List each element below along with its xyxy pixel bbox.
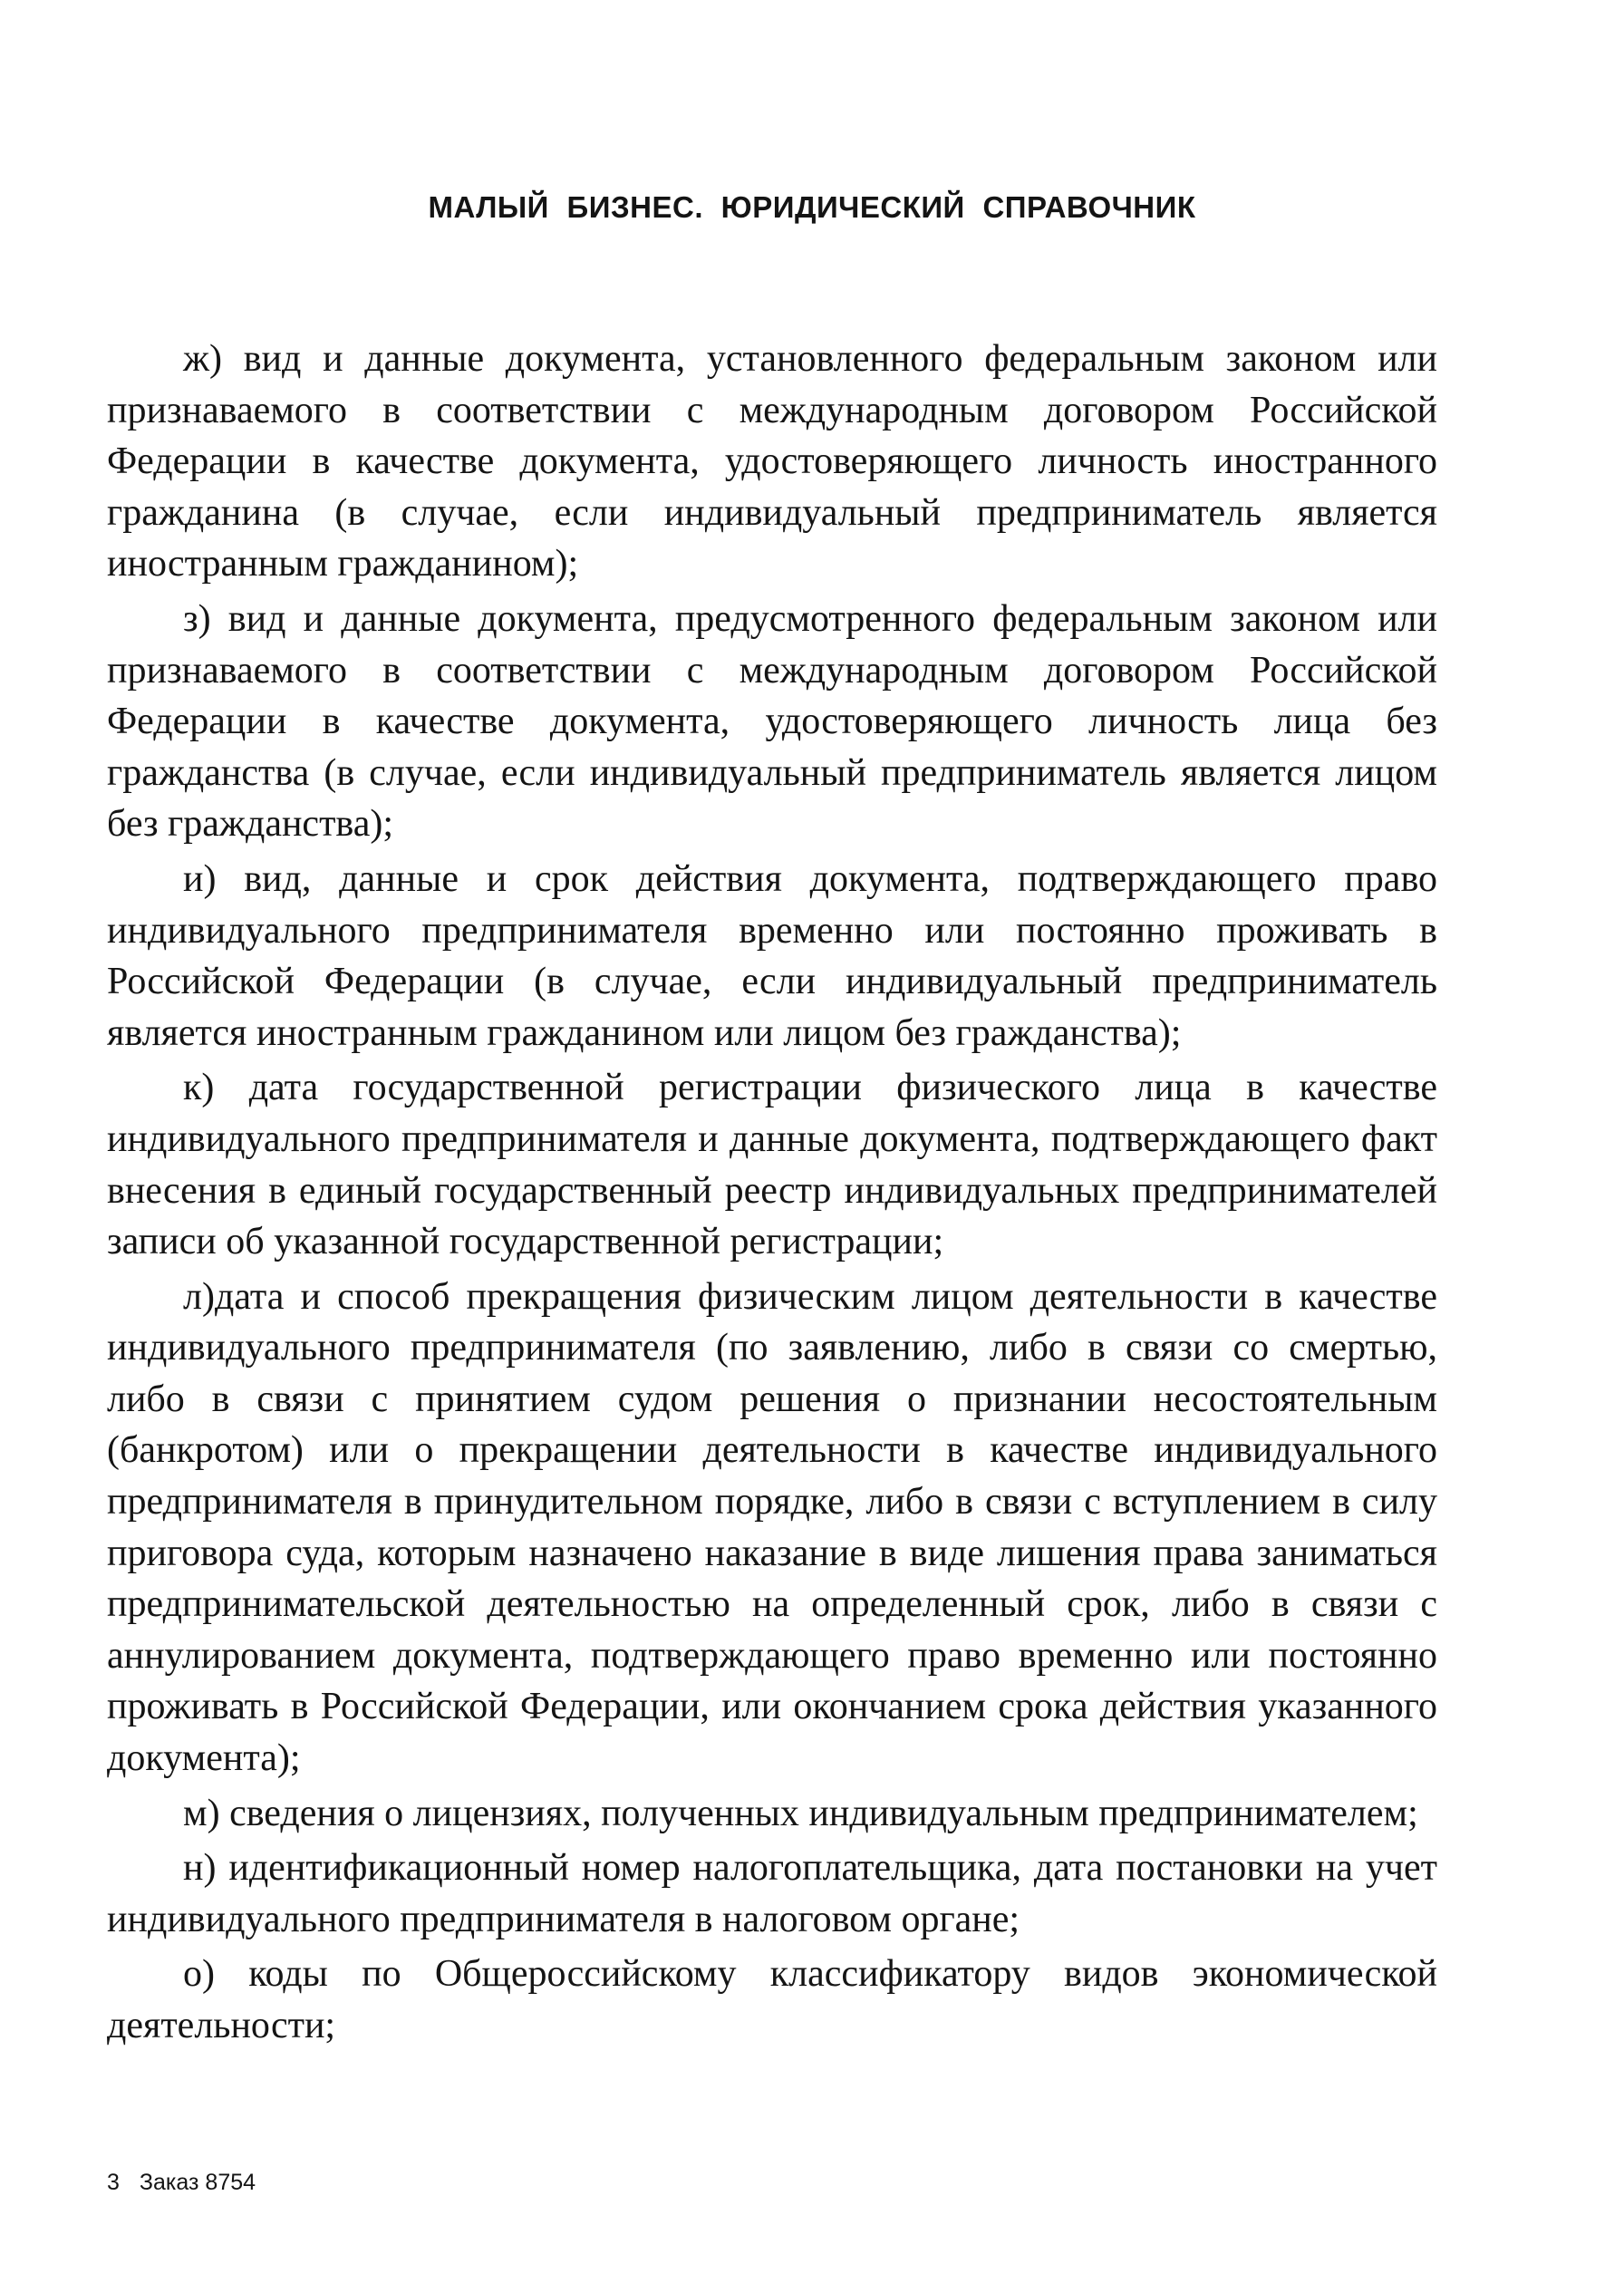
paragraph-n: н) идентификационный номер налогоплательщика, дата постановки на учет индивидуального предпринимателя в налоговом органе; <box>107 1847 1437 1940</box>
body-text <box>107 334 1437 2055</box>
paragraph-o: о) коды по Общероссийскому классификатору видов экономической деятельности; <box>107 1953 1437 2046</box>
paragraph-i: и) вид, данные и срок действия документа, подтверждающего право индивидуального предпринимателя временно или постоянно проживать в Российской Федерации (в случае, если индивидуальный предприниматель является иностранным гражданином или лицом без гражданства); <box>107 857 1437 1054</box>
paragraph-z: з) вид и данные документа, предусмотренного федеральным законом или признаваемого в соответствии с международным договором Российской Федерации в качестве документа, удостоверяющего личность лица без гражданства (в случае, если индивидуальный предприниматель является лицом без гражданства); <box>107 597 1437 846</box>
paragraph-k: к) дата государственной регистрации физического лица в качестве индивидуального предпринимателя и данные документа, подтверждающего факт внесения в единый государственный реестр индивидуальных предпринимателей записи об указанной государственной регистрации; <box>107 1067 1437 1263</box>
page-footer <box>107 2170 276 2196</box>
paragraph-m: м) сведения о лицензиях, полученных индивидуальным предпринимателем; <box>183 1792 1418 1834</box>
paragraph-zh: ж) вид и данные документа, установленного федеральным законом или признаваемого в соответствии с международным договором Российской Федерации в качестве документа, удостоверяющего личность иностранного гражданина (в случае, если индивидуальный предприниматель является иностранным гражданином); <box>107 338 1437 585</box>
signature-number: 3 <box>107 2170 120 2195</box>
print-order-label: Заказ 8754 <box>139 2170 256 2195</box>
running-head-title: МАЛЫЙ БИЗНЕС. ЮРИДИЧЕСКИЙ СПРАВОЧНИК <box>428 190 1196 224</box>
paragraph-l: л)дата и способ прекращения физическим лицом деятельности в качестве индивидуального предпринимателя (по заявлению, либо в связи со смертью, либо в связи с принятием судом решения о признании несостоятельным (банкротом) или о прекращении деятельности в качестве индивидуального предпринимателя в принудительном порядке, либо в связи с вступлением в силу приговора суда, которым назначено наказание в виде лишения права заниматься предпринимательской деятельностью на определенный срок, либо в связи с аннулированием документа, подтверждающего право временно или постоянно проживать в Российской Федерации, или окончанием срока действия указанного документа); <box>107 1275 1437 1780</box>
